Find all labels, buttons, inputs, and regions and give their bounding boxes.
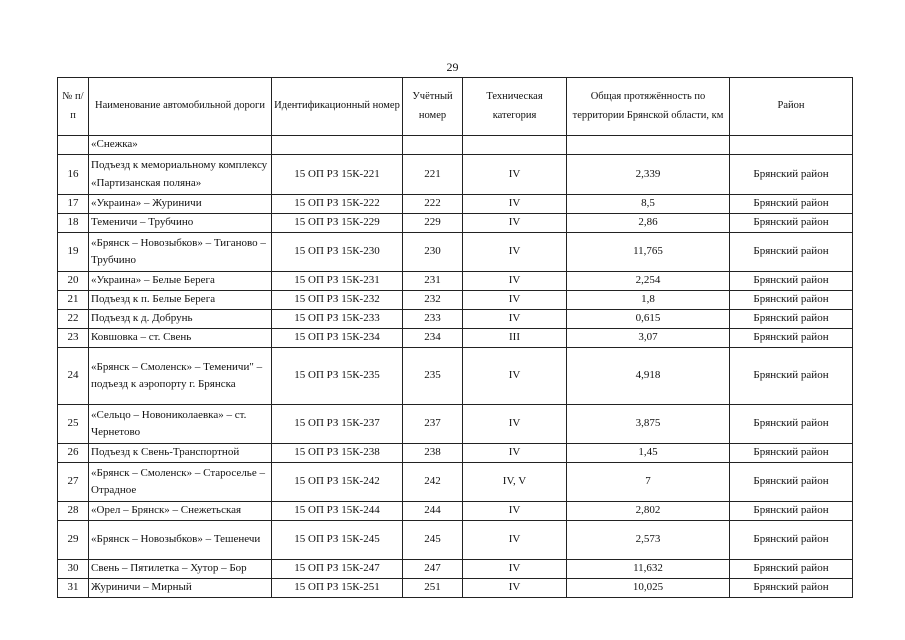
header-length: Общая протяжённость по территории Брянской области, км xyxy=(567,78,730,136)
cell-tech-category: IV xyxy=(463,155,567,195)
header-road-name: Наименование автомобильной дороги xyxy=(89,78,272,136)
table-row xyxy=(58,272,853,291)
cell-length: 3,07 xyxy=(567,329,730,348)
cell-road-name: «Украина» – Журиничи xyxy=(89,195,272,214)
cell-account-number: 231 xyxy=(403,272,463,291)
cell-tech-category: IV xyxy=(463,233,567,272)
cell-district: Брянский район xyxy=(730,272,853,291)
cell-number: 21 xyxy=(58,291,89,310)
cell-id-number: 15 ОП РЗ 15К-245 xyxy=(272,521,403,560)
cell-tech-category: IV xyxy=(463,405,567,444)
cell-tech-category: III xyxy=(463,329,567,348)
header-number: № п/п xyxy=(58,78,89,136)
cell-district: Брянский район xyxy=(730,214,853,233)
table-row xyxy=(58,463,853,502)
cell-road-name: «Орел – Брянск» – Снежетьская xyxy=(89,502,272,521)
table-row xyxy=(58,405,853,444)
cell-tech-category: IV xyxy=(463,214,567,233)
cell-id-number: 15 ОП РЗ 15К-244 xyxy=(272,502,403,521)
cell-district: Брянский район xyxy=(730,233,853,272)
roads-table xyxy=(57,77,853,598)
cell-district: Брянский район xyxy=(730,310,853,329)
cell-tech-category: IV xyxy=(463,579,567,598)
cell-road-name: Журиничи – Мирный xyxy=(89,579,272,598)
cell-district: Брянский район xyxy=(730,502,853,521)
cell-number: 27 xyxy=(58,463,89,502)
cell-number: 24 xyxy=(58,348,89,405)
table-row xyxy=(58,560,853,579)
cell-account-number: 242 xyxy=(403,463,463,502)
cell-district: Брянский район xyxy=(730,405,853,444)
header-district: Район xyxy=(730,78,853,136)
cell-id-number: 15 ОП РЗ 15К-231 xyxy=(272,272,403,291)
header-tech-category: Техническая категория xyxy=(463,78,567,136)
cell-number xyxy=(58,136,89,155)
cell-road-name: Ковшовка – ст. Свень xyxy=(89,329,272,348)
cell-id-number: 15 ОП РЗ 15К-234 xyxy=(272,329,403,348)
cell-length: 3,875 xyxy=(567,405,730,444)
cell-id-number: 15 ОП РЗ 15К-235 xyxy=(272,348,403,405)
cell-id-number: 15 ОП РЗ 15К-222 xyxy=(272,195,403,214)
cell-account-number: 222 xyxy=(403,195,463,214)
cell-district: Брянский район xyxy=(730,195,853,214)
cell-road-name: «Брянск – Новозыбков» – Тешенечи xyxy=(89,521,272,560)
cell-district: Брянский район xyxy=(730,521,853,560)
cell-tech-category: IV xyxy=(463,272,567,291)
cell-length: 10,025 xyxy=(567,579,730,598)
cell-road-name: «Снежка» xyxy=(89,136,272,155)
table-header-row xyxy=(58,78,853,136)
cell-number: 28 xyxy=(58,502,89,521)
cell-district: Брянский район xyxy=(730,463,853,502)
table-row xyxy=(58,579,853,598)
cell-length: 11,632 xyxy=(567,560,730,579)
cell-tech-category: IV, V xyxy=(463,463,567,502)
cell-tech-category: IV xyxy=(463,444,567,463)
cell-number: 19 xyxy=(58,233,89,272)
cell-district: Брянский район xyxy=(730,348,853,405)
cell-district: Брянский район xyxy=(730,329,853,348)
cell-account-number: 233 xyxy=(403,310,463,329)
cell-account-number: 221 xyxy=(403,155,463,195)
cell-length: 0,615 xyxy=(567,310,730,329)
cell-number: 26 xyxy=(58,444,89,463)
cell-district xyxy=(730,136,853,155)
cell-number: 25 xyxy=(58,405,89,444)
table-row-continuation xyxy=(58,136,853,155)
cell-account-number xyxy=(403,136,463,155)
cell-tech-category: IV xyxy=(463,291,567,310)
cell-id-number: 15 ОП РЗ 15К-251 xyxy=(272,579,403,598)
cell-length: 2,86 xyxy=(567,214,730,233)
cell-district: Брянский район xyxy=(730,444,853,463)
cell-id-number: 15 ОП РЗ 15К-221 xyxy=(272,155,403,195)
cell-tech-category: IV xyxy=(463,310,567,329)
cell-number: 31 xyxy=(58,579,89,598)
cell-length: 2,339 xyxy=(567,155,730,195)
cell-number: 29 xyxy=(58,521,89,560)
cell-road-name: Подъезд к д. Добрунь xyxy=(89,310,272,329)
cell-road-name: «Сельцо – Новониколаевка» – ст. Чернетово xyxy=(89,405,272,444)
cell-length: 8,5 xyxy=(567,195,730,214)
cell-length: 7 xyxy=(567,463,730,502)
cell-length: 4,918 xyxy=(567,348,730,405)
cell-district: Брянский район xyxy=(730,291,853,310)
cell-account-number: 237 xyxy=(403,405,463,444)
cell-road-name: «Брянск – Смоленск» – Теменичи" – подъезд к аэропорту г. Брянска xyxy=(89,348,272,405)
cell-district: Брянский район xyxy=(730,579,853,598)
cell-account-number: 230 xyxy=(403,233,463,272)
cell-number: 30 xyxy=(58,560,89,579)
header-id-number: Идентификационный номер xyxy=(272,78,403,136)
table-row xyxy=(58,329,853,348)
table-row xyxy=(58,348,853,405)
cell-tech-category: IV xyxy=(463,348,567,405)
page-number: 29 xyxy=(446,60,459,74)
cell-number: 16 xyxy=(58,155,89,195)
table-row xyxy=(58,444,853,463)
cell-number: 23 xyxy=(58,329,89,348)
cell-account-number: 245 xyxy=(403,521,463,560)
cell-length: 1,8 xyxy=(567,291,730,310)
cell-number: 18 xyxy=(58,214,89,233)
cell-district: Брянский район xyxy=(730,155,853,195)
cell-account-number: 235 xyxy=(403,348,463,405)
cell-account-number: 234 xyxy=(403,329,463,348)
table-row xyxy=(58,155,853,195)
cell-road-name: «Украина» – Белые Берега xyxy=(89,272,272,291)
cell-road-name: Подъезд к мемориальному комплексу «Партизанская поляна» xyxy=(89,155,272,195)
table-row xyxy=(58,502,853,521)
cell-road-name: Подъезд к п. Белые Берега xyxy=(89,291,272,310)
cell-road-name: «Брянск – Новозыбков» – Тиганово – Трубчино xyxy=(89,233,272,272)
cell-tech-category: IV xyxy=(463,195,567,214)
cell-tech-category: IV xyxy=(463,502,567,521)
cell-id-number: 15 ОП РЗ 15К-232 xyxy=(272,291,403,310)
table-row xyxy=(58,310,853,329)
cell-length: 11,765 xyxy=(567,233,730,272)
cell-length: 2,573 xyxy=(567,521,730,560)
cell-id-number: 15 ОП РЗ 15К-242 xyxy=(272,463,403,502)
cell-number: 17 xyxy=(58,195,89,214)
cell-number: 22 xyxy=(58,310,89,329)
cell-length xyxy=(567,136,730,155)
cell-account-number: 244 xyxy=(403,502,463,521)
cell-district: Брянский район xyxy=(730,560,853,579)
cell-number: 20 xyxy=(58,272,89,291)
cell-length: 2,254 xyxy=(567,272,730,291)
cell-tech-category: IV xyxy=(463,560,567,579)
cell-tech-category: IV xyxy=(463,521,567,560)
cell-tech-category xyxy=(463,136,567,155)
cell-id-number: 15 ОП РЗ 15К-229 xyxy=(272,214,403,233)
cell-id-number: 15 ОП РЗ 15К-233 xyxy=(272,310,403,329)
cell-account-number: 232 xyxy=(403,291,463,310)
cell-length: 1,45 xyxy=(567,444,730,463)
cell-account-number: 238 xyxy=(403,444,463,463)
cell-account-number: 251 xyxy=(403,579,463,598)
cell-road-name: Подъезд к Свень-Транспортной xyxy=(89,444,272,463)
cell-account-number: 229 xyxy=(403,214,463,233)
table-row xyxy=(58,233,853,272)
table-row xyxy=(58,521,853,560)
cell-length: 2,802 xyxy=(567,502,730,521)
cell-id-number: 15 ОП РЗ 15К-247 xyxy=(272,560,403,579)
cell-road-name: Свень – Пятилетка – Хутор – Бор xyxy=(89,560,272,579)
cell-id-number: 15 ОП РЗ 15К-238 xyxy=(272,444,403,463)
table-row xyxy=(58,214,853,233)
cell-id-number: 15 ОП РЗ 15К-237 xyxy=(272,405,403,444)
cell-id-number: 15 ОП РЗ 15К-230 xyxy=(272,233,403,272)
cell-road-name: «Брянск – Смоленск» – Староселье – Отрадное xyxy=(89,463,272,502)
cell-road-name: Теменичи – Трубчино xyxy=(89,214,272,233)
header-account-number: Учётный номер xyxy=(403,78,463,136)
table-row xyxy=(58,291,853,310)
cell-account-number: 247 xyxy=(403,560,463,579)
table-row xyxy=(58,195,853,214)
cell-id-number xyxy=(272,136,403,155)
